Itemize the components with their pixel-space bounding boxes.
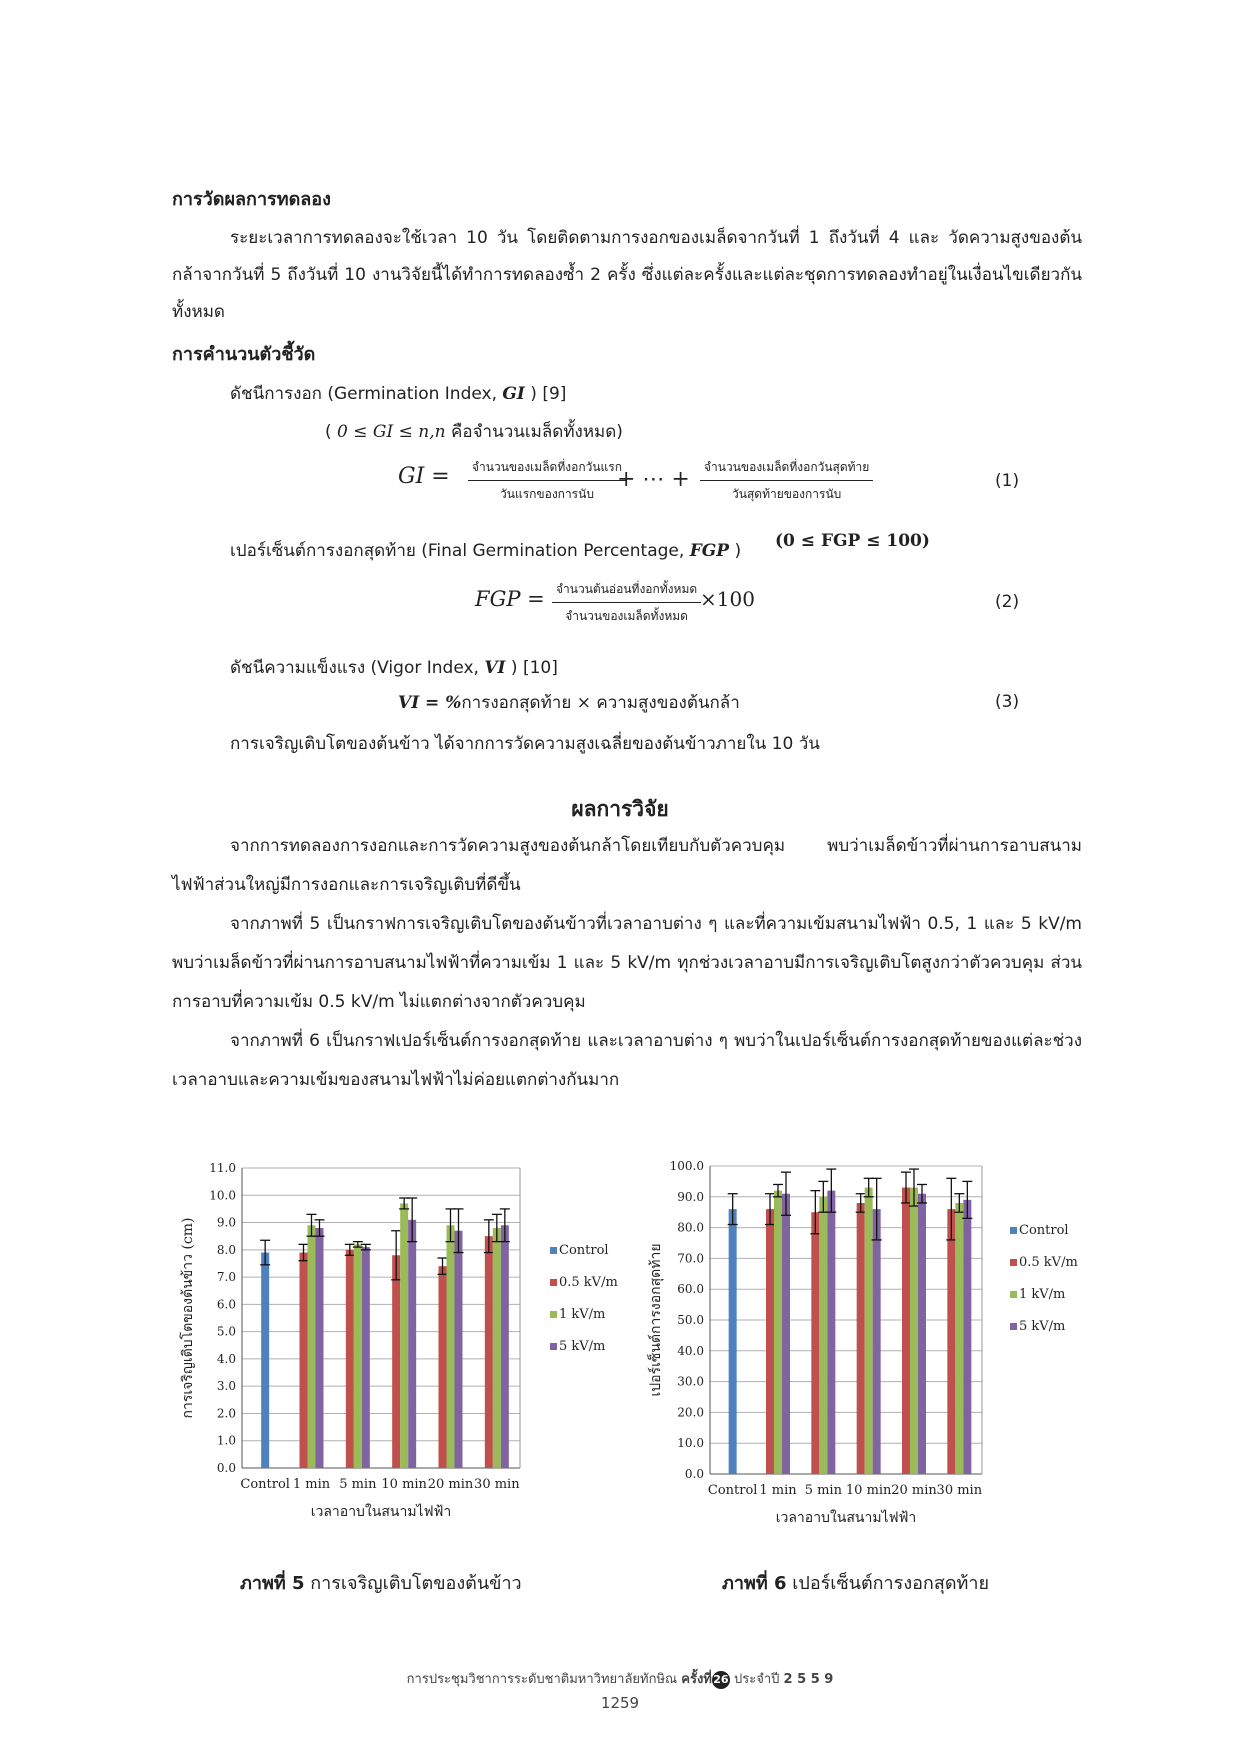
y-tick-label: 10.0: [209, 1188, 236, 1203]
legend-label: Control: [1019, 1223, 1069, 1238]
x-tick-label: 30 min: [936, 1483, 983, 1498]
bar: [362, 1247, 370, 1468]
y-tick-label: 40.0: [677, 1343, 704, 1358]
y-tick-label: 4.0: [216, 1351, 236, 1366]
gi-lhs: GI =: [398, 464, 450, 489]
measurement-paragraph: ระยะเวลาการทดลองจะใช้เวลา 10 วัน โดยติดตามการงอกของเมล็ดจากวันที่ 1 ถึงวันที่ 4 และ วัดความสูงของต้นกล้าจากวันที่ 5 ถึงวันที่ 10 งานวิจัยนี้ได้ทำการทดลองซ้ำ 2 ครั้ง ซึ่งแต่ละครั้งและแต่ละชุดการทดลองทำอยู่ในเงื่อนไขเดียวกันทั้งหมด: [172, 228, 1082, 322]
x-tick-label: 1 min: [759, 1483, 797, 1498]
bar: [782, 1194, 790, 1474]
results-paragraph-1: จากการทดลองการงอกและการวัดความสูงของต้นกล้าโดยเทียบกับตัวควบคุม พบว่าเมล็ดข้าวที่ผ่านการอาบสนามไฟฟ้าส่วนใหญ่มีการงอกและการเจริญเติบที่ดีขึ้น: [172, 836, 1082, 895]
bar: [918, 1194, 926, 1474]
germination-chart-svg: [640, 1146, 1100, 1536]
bar: [485, 1236, 493, 1468]
bar: [392, 1255, 400, 1468]
results-paragraph-2: จากภาพที่ 5 เป็นกราฟการเจริญเติบโตของต้นข้าวที่เวลาอาบต่าง ๆ และที่ความเข้มสนามไฟฟ้า 0.5, 1 และ 5 kV/m พบว่าเมล็ดข้าวที่ผ่านการอาบสนามไฟฟ้าที่ความเข้ม 1 และ 5 kV/m ทุกช่วงเวลาอาบมีการเจริญเติบโตสูงกว่าตัวควบคุม ส่วนการอาบที่ความเข้ม 0.5 kV/m ไม่แตกต่างจากตัวควบคุม: [172, 914, 1082, 1012]
y-tick-label: 80.0: [677, 1220, 704, 1235]
y-tick-label: 10.0: [677, 1436, 704, 1451]
y-tick-label: 11.0: [209, 1161, 236, 1175]
gi-fraction-last: จำนวนของเมล็ดที่งอกวันสุดท้าย วันสุดท้ายของการนับ: [700, 458, 873, 504]
y-axis-title: การเจริญเติบโตของต้นข้าว (cm): [180, 1217, 196, 1419]
footer-conference: การประชุมวิชาการระดับชาติมหาวิทยาลัยทักษิณ ครั้งที่26 ประจำปี 2 5 5 9: [406, 1672, 834, 1687]
bar: [729, 1209, 737, 1474]
equation-number-1: (1): [995, 471, 1020, 491]
x-tick-label: 5 min: [804, 1483, 842, 1498]
figure-6-caption: ภาพที่ 6 เปอร์เซ็นต์การงอกสุดท้าย: [722, 1573, 990, 1594]
bar: [447, 1225, 455, 1468]
bar: [408, 1220, 416, 1468]
y-tick-label: 30.0: [677, 1374, 704, 1389]
y-tick-label: 9.0: [216, 1215, 236, 1230]
x-tick-label: 1 min: [292, 1477, 331, 1492]
x-axis-title: เวลาอาบในสนามไฟฟ้า: [310, 1504, 452, 1520]
legend-swatch: [550, 1311, 557, 1318]
x-tick-label: 20 min: [891, 1483, 937, 1498]
y-tick-label: 7.0: [216, 1270, 236, 1285]
x-tick-label: 10 min: [845, 1483, 892, 1498]
y-tick-label: 3.0: [216, 1379, 236, 1394]
bar: [857, 1203, 865, 1474]
fgp-condition: (0 ≤ FGP ≤ 100): [775, 531, 930, 551]
gi-condition: ( 0 ≤ GI ≤ n,n คือจำนวนเมล็ดทั้งหมด): [325, 422, 623, 442]
y-tick-label: 5.0: [216, 1324, 236, 1339]
bar: [300, 1253, 308, 1468]
vi-intro: ดัชนีความแข็งแรง (Vigor Index, VI ) [10]: [230, 658, 558, 678]
legend-label: 0.5 kV/m: [1019, 1255, 1078, 1270]
germination-bar-chart: [640, 1146, 1100, 1540]
bar: [455, 1231, 463, 1468]
growth-chart-svg: [170, 1148, 650, 1538]
bar: [873, 1209, 881, 1474]
bar: [819, 1197, 827, 1474]
growth-measure-line: การเจริญเติบโตของต้นข้าว ได้จากการวัดความสูงเฉลี่ยของต้นข้าวภายใน 10 วัน: [230, 734, 820, 754]
edition-badge: 26: [712, 1671, 730, 1689]
x-tick-label: 5 min: [339, 1477, 377, 1492]
legend-swatch: [1010, 1323, 1017, 1330]
y-tick-label: 90.0: [677, 1189, 704, 1204]
gi-fraction-first: จำนวนของเมล็ดที่งอกวันแรก วันแรกของการนับ: [468, 458, 626, 504]
legend-swatch: [550, 1279, 557, 1286]
legend-label: 1 kV/m: [1019, 1287, 1066, 1302]
x-tick-label: 30 min: [474, 1477, 520, 1492]
bar: [493, 1228, 501, 1468]
equation-number-2: (2): [995, 592, 1020, 612]
y-tick-label: 0.0: [684, 1467, 704, 1481]
x-axis-title: เวลาอาบในสนามไฟฟ้า: [775, 1510, 917, 1526]
x-tick-label: Control: [240, 1477, 290, 1492]
bar: [261, 1253, 269, 1468]
bar: [501, 1225, 509, 1468]
fgp-intro: เปอร์เซ็นต์การงอกสุดท้าย (Final Germination Percentage, FGP ): [230, 541, 742, 561]
x-tick-label: Control: [707, 1483, 758, 1498]
y-tick-label: 60.0: [677, 1282, 704, 1297]
y-tick-label: 2.0: [216, 1406, 236, 1421]
fgp-fraction: จำนวนต้นอ่อนที่งอกทั้งหมด จำนวนของเมล็ดทั้งหมด: [552, 580, 701, 626]
bar: [308, 1225, 316, 1468]
bar: [910, 1188, 918, 1474]
fgp-lhs: FGP =: [475, 587, 545, 611]
bar: [774, 1191, 782, 1474]
bar: [827, 1191, 835, 1474]
equation-number-3: (3): [995, 692, 1020, 712]
legend-swatch: [550, 1343, 557, 1350]
legend-label: 1 kV/m: [559, 1307, 606, 1322]
bar: [865, 1188, 873, 1474]
results-heading: ผลการวิจัย: [571, 797, 669, 821]
bar: [811, 1212, 819, 1474]
legend-label: 0.5 kV/m: [559, 1275, 618, 1290]
bar: [902, 1188, 910, 1474]
section-heading-measurement: การวัดผลการทดลอง: [172, 189, 331, 210]
y-tick-label: 8.0: [216, 1242, 236, 1257]
section-heading-indicators: การคำนวนตัวชี้วัด: [172, 344, 316, 365]
y-tick-label: 100.0: [669, 1159, 704, 1173]
vi-equation: VI = %การงอกสุดท้าย × ความสูงของต้นกล้า: [398, 693, 740, 713]
bar: [947, 1209, 955, 1474]
legend-swatch: [550, 1247, 557, 1254]
y-axis-title: เปอร์เซ็นต์การงอกสุดท้าย: [648, 1243, 664, 1397]
y-tick-label: 1.0: [216, 1433, 236, 1448]
bar: [346, 1250, 354, 1468]
bar: [354, 1244, 362, 1468]
legend-swatch: [1010, 1291, 1017, 1298]
page-number: 1259: [600, 1694, 640, 1712]
bar: [955, 1203, 963, 1474]
gi-intro: ดัชนีการงอก (Germination Index, GI ) [9]: [230, 384, 567, 404]
x-tick-label: 10 min: [381, 1477, 427, 1492]
y-tick-label: 0.0: [216, 1461, 236, 1475]
x-tick-label: 20 min: [427, 1477, 474, 1492]
legend-swatch: [1010, 1227, 1017, 1234]
bar: [439, 1266, 447, 1468]
legend-label: 5 kV/m: [559, 1339, 606, 1354]
y-tick-label: 6.0: [216, 1297, 236, 1312]
results-paragraph-3: จากภาพที่ 6 เป็นกราฟเปอร์เซ็นต์การงอกสุดท้าย และเวลาอาบต่าง ๆ พบว่าในเปอร์เซ็นต์การงอกสุดท้ายของแต่ละช่วงเวลาอาบและความเข้มของสนามไฟฟ้าไม่ค่อยแตกต่างกันมาก: [172, 1031, 1082, 1090]
legend-label: 5 kV/m: [1019, 1319, 1066, 1334]
bar: [766, 1209, 774, 1474]
legend-swatch: [1010, 1259, 1017, 1266]
figure-5-caption: ภาพที่ 5 การเจริญเติบโตของต้นข้าว: [240, 1573, 522, 1594]
y-tick-label: 70.0: [677, 1251, 704, 1266]
gi-plus-ellipsis: + ⋯ +: [617, 467, 690, 492]
legend-label: Control: [559, 1243, 609, 1258]
y-tick-label: 20.0: [677, 1405, 704, 1420]
bar: [963, 1200, 971, 1474]
growth-bar-chart: [170, 1148, 650, 1542]
fgp-times-100: ×100: [700, 587, 755, 611]
y-tick-label: 50.0: [677, 1313, 704, 1327]
bar: [316, 1228, 324, 1468]
bar: [400, 1203, 408, 1468]
